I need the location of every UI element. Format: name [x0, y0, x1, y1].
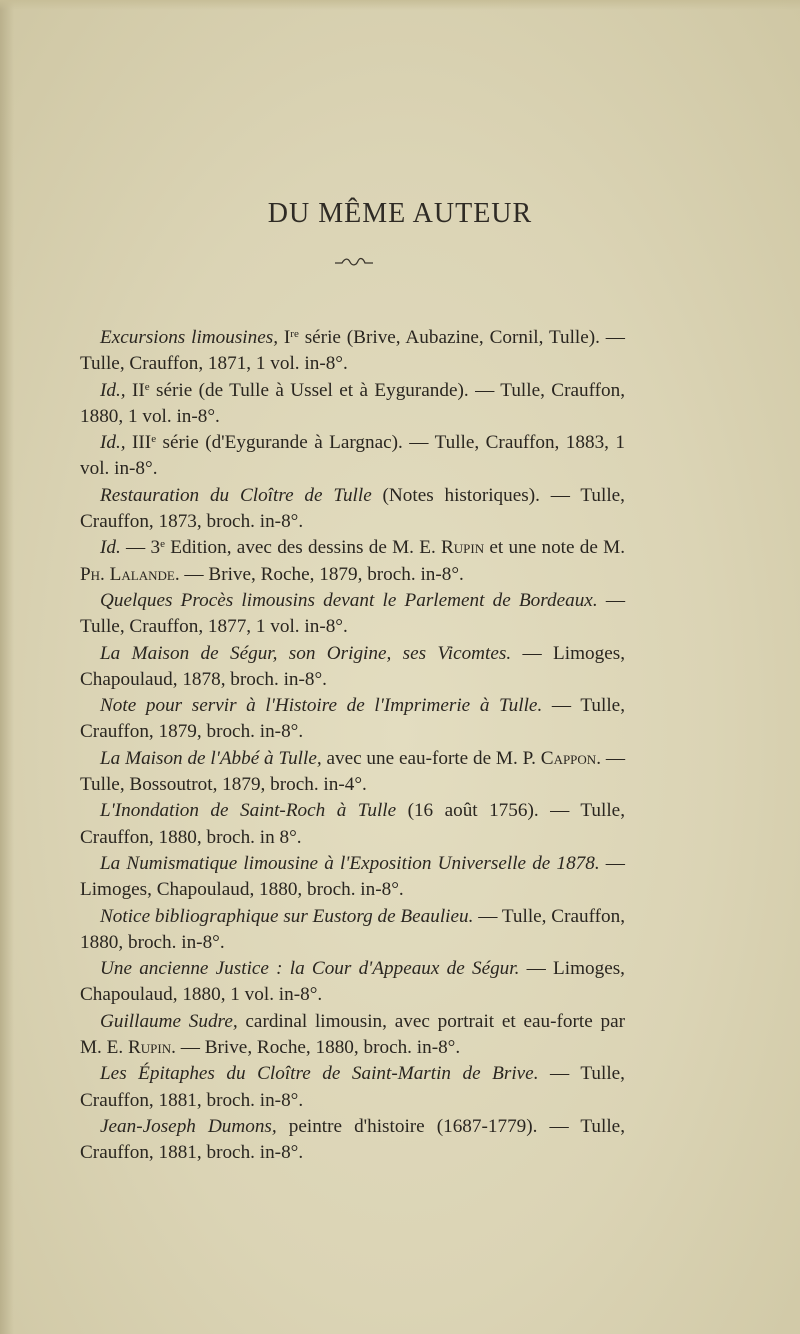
publication-details: et une note de M.	[484, 537, 625, 559]
publication-details: Edition, avec des dessins de M. E.	[164, 537, 441, 559]
series-numeral: I	[283, 327, 291, 348]
tilde-flourish-icon	[334, 256, 374, 268]
publication-details: — Limoges, Chapoulaud, 1880, broch. in-8°.	[80, 852, 625, 901]
bibliography-list	[80, 325, 625, 1167]
list-item	[80, 1009, 625, 1062]
work-title: La Numismatique limousine à l'Exposition Universelle de 1878.	[100, 852, 600, 874]
list-item	[80, 325, 625, 378]
publication-details: — Limoges, Chapoulaud, 1880, 1 vol. in-8°.	[80, 958, 625, 1006]
person-name: Rupin	[441, 537, 485, 559]
list-item	[80, 1114, 625, 1167]
list-item	[80, 588, 625, 641]
work-title: Id.,	[100, 379, 126, 401]
publication-details: avec une eau-forte de M. P.	[321, 747, 541, 769]
list-item	[80, 956, 625, 1009]
page-title	[0, 198, 800, 230]
list-item	[80, 535, 625, 588]
series-numeral: II	[131, 379, 145, 401]
publication-details: — Tulle, Crauffon, 1877, 1 vol. in-8°.	[80, 589, 625, 638]
person-name: Cappon	[540, 747, 597, 769]
work-title: Les Épitaphes du Cloître de Saint-Martin de Brive.	[100, 1063, 539, 1085]
series-numeral: III	[132, 432, 152, 454]
list-item	[80, 430, 625, 483]
list-item	[80, 798, 625, 851]
publication-details: peintre d'histoire (1687-1779). — Tulle, Crauffon, 1881, broch. in-8°.	[80, 1115, 625, 1164]
work-title: Id.,	[100, 432, 126, 454]
publication-details: (16 août 1756). — Tulle, Crauffon, 1880, broch. in 8°.	[80, 800, 625, 848]
work-title: Restauration du Cloître de Tulle	[100, 484, 372, 506]
work-title: La Maison de l'Abbé à Tulle,	[100, 747, 322, 769]
work-title: Guillaume Sudre,	[100, 1010, 238, 1032]
work-title: Une ancienne Justice : la Cour d'Appeaux de Ségur.	[100, 958, 520, 980]
work-title: Note pour servir à l'Histoire de l'Imprimerie à Tulle.	[100, 695, 543, 717]
superscript: e	[151, 433, 157, 446]
list-item	[80, 378, 625, 431]
list-item	[80, 746, 625, 799]
work-title: L'Inondation de Saint-Roch à Tulle	[100, 800, 397, 822]
person-name: Rupin	[127, 1037, 172, 1059]
publication-details: (Notes historiques). — Tulle, Crauffon, 1873, broch. in-8°.	[80, 484, 625, 533]
publication-details: — Tulle, Crauffon, 1881, broch. in-8°.	[80, 1063, 625, 1111]
page-title-text: DU MÊME AUTEUR	[267, 198, 533, 229]
superscript: re	[290, 328, 299, 340]
page-top-shadow	[0, 0, 800, 10]
work-title: Quelques Procès limousins devant le Parlement de Bordeaux.	[100, 589, 598, 611]
publication-details: . — Brive, Roche, 1879, broch. in-8°.	[174, 563, 464, 585]
work-title: Excursions limousines,	[100, 327, 279, 348]
person-name: Ph. Lalande	[80, 563, 175, 585]
publication-details: série (de Tulle à Ussel et à Eygurande). — Tulle, Crauffon, 1880, 1 vol. in-8°.	[80, 379, 625, 427]
publication-details: — 3	[120, 537, 161, 559]
list-item	[80, 483, 625, 536]
work-title: Id.	[100, 537, 121, 559]
publication-details: série (d'Eygurande à Largnac). — Tulle, Crauffon, 1883, 1 vol. in-8°.	[80, 432, 625, 480]
publication-details: série (Brive, Aubazine, Cornil, Tulle). — Tulle, Crauffon, 1871, 1 vol. in-8°.	[80, 327, 625, 375]
superscript: e	[160, 538, 165, 551]
publication-details: — Tulle, Crauffon, 1880, broch. in-8°.	[80, 905, 625, 953]
list-item	[80, 851, 625, 904]
publication-details: cardinal limousin, avec portrait et eau-forte par M. E.	[80, 1010, 626, 1059]
list-item	[80, 641, 625, 694]
superscript: e	[144, 380, 150, 393]
publication-details: . — Tulle, Bossoutrot, 1879, broch. in-4°.	[80, 747, 626, 796]
list-item	[80, 904, 625, 957]
work-title: Notice bibliographique sur Eustorg de Beaulieu.	[100, 905, 474, 927]
publication-details: . — Brive, Roche, 1880, broch. in-8°.	[171, 1037, 461, 1059]
list-item	[80, 1061, 625, 1114]
work-title: Jean-Joseph Dumons,	[100, 1115, 277, 1137]
list-item	[80, 693, 625, 746]
publication-details: — Limoges, Chapoulaud, 1878, broch. in-8°.	[80, 642, 625, 690]
work-title: La Maison de Ségur, son Origine, ses Vicomtes.	[100, 642, 512, 664]
publication-details: — Tulle, Crauffon, 1879, broch. in-8°.	[80, 695, 625, 743]
